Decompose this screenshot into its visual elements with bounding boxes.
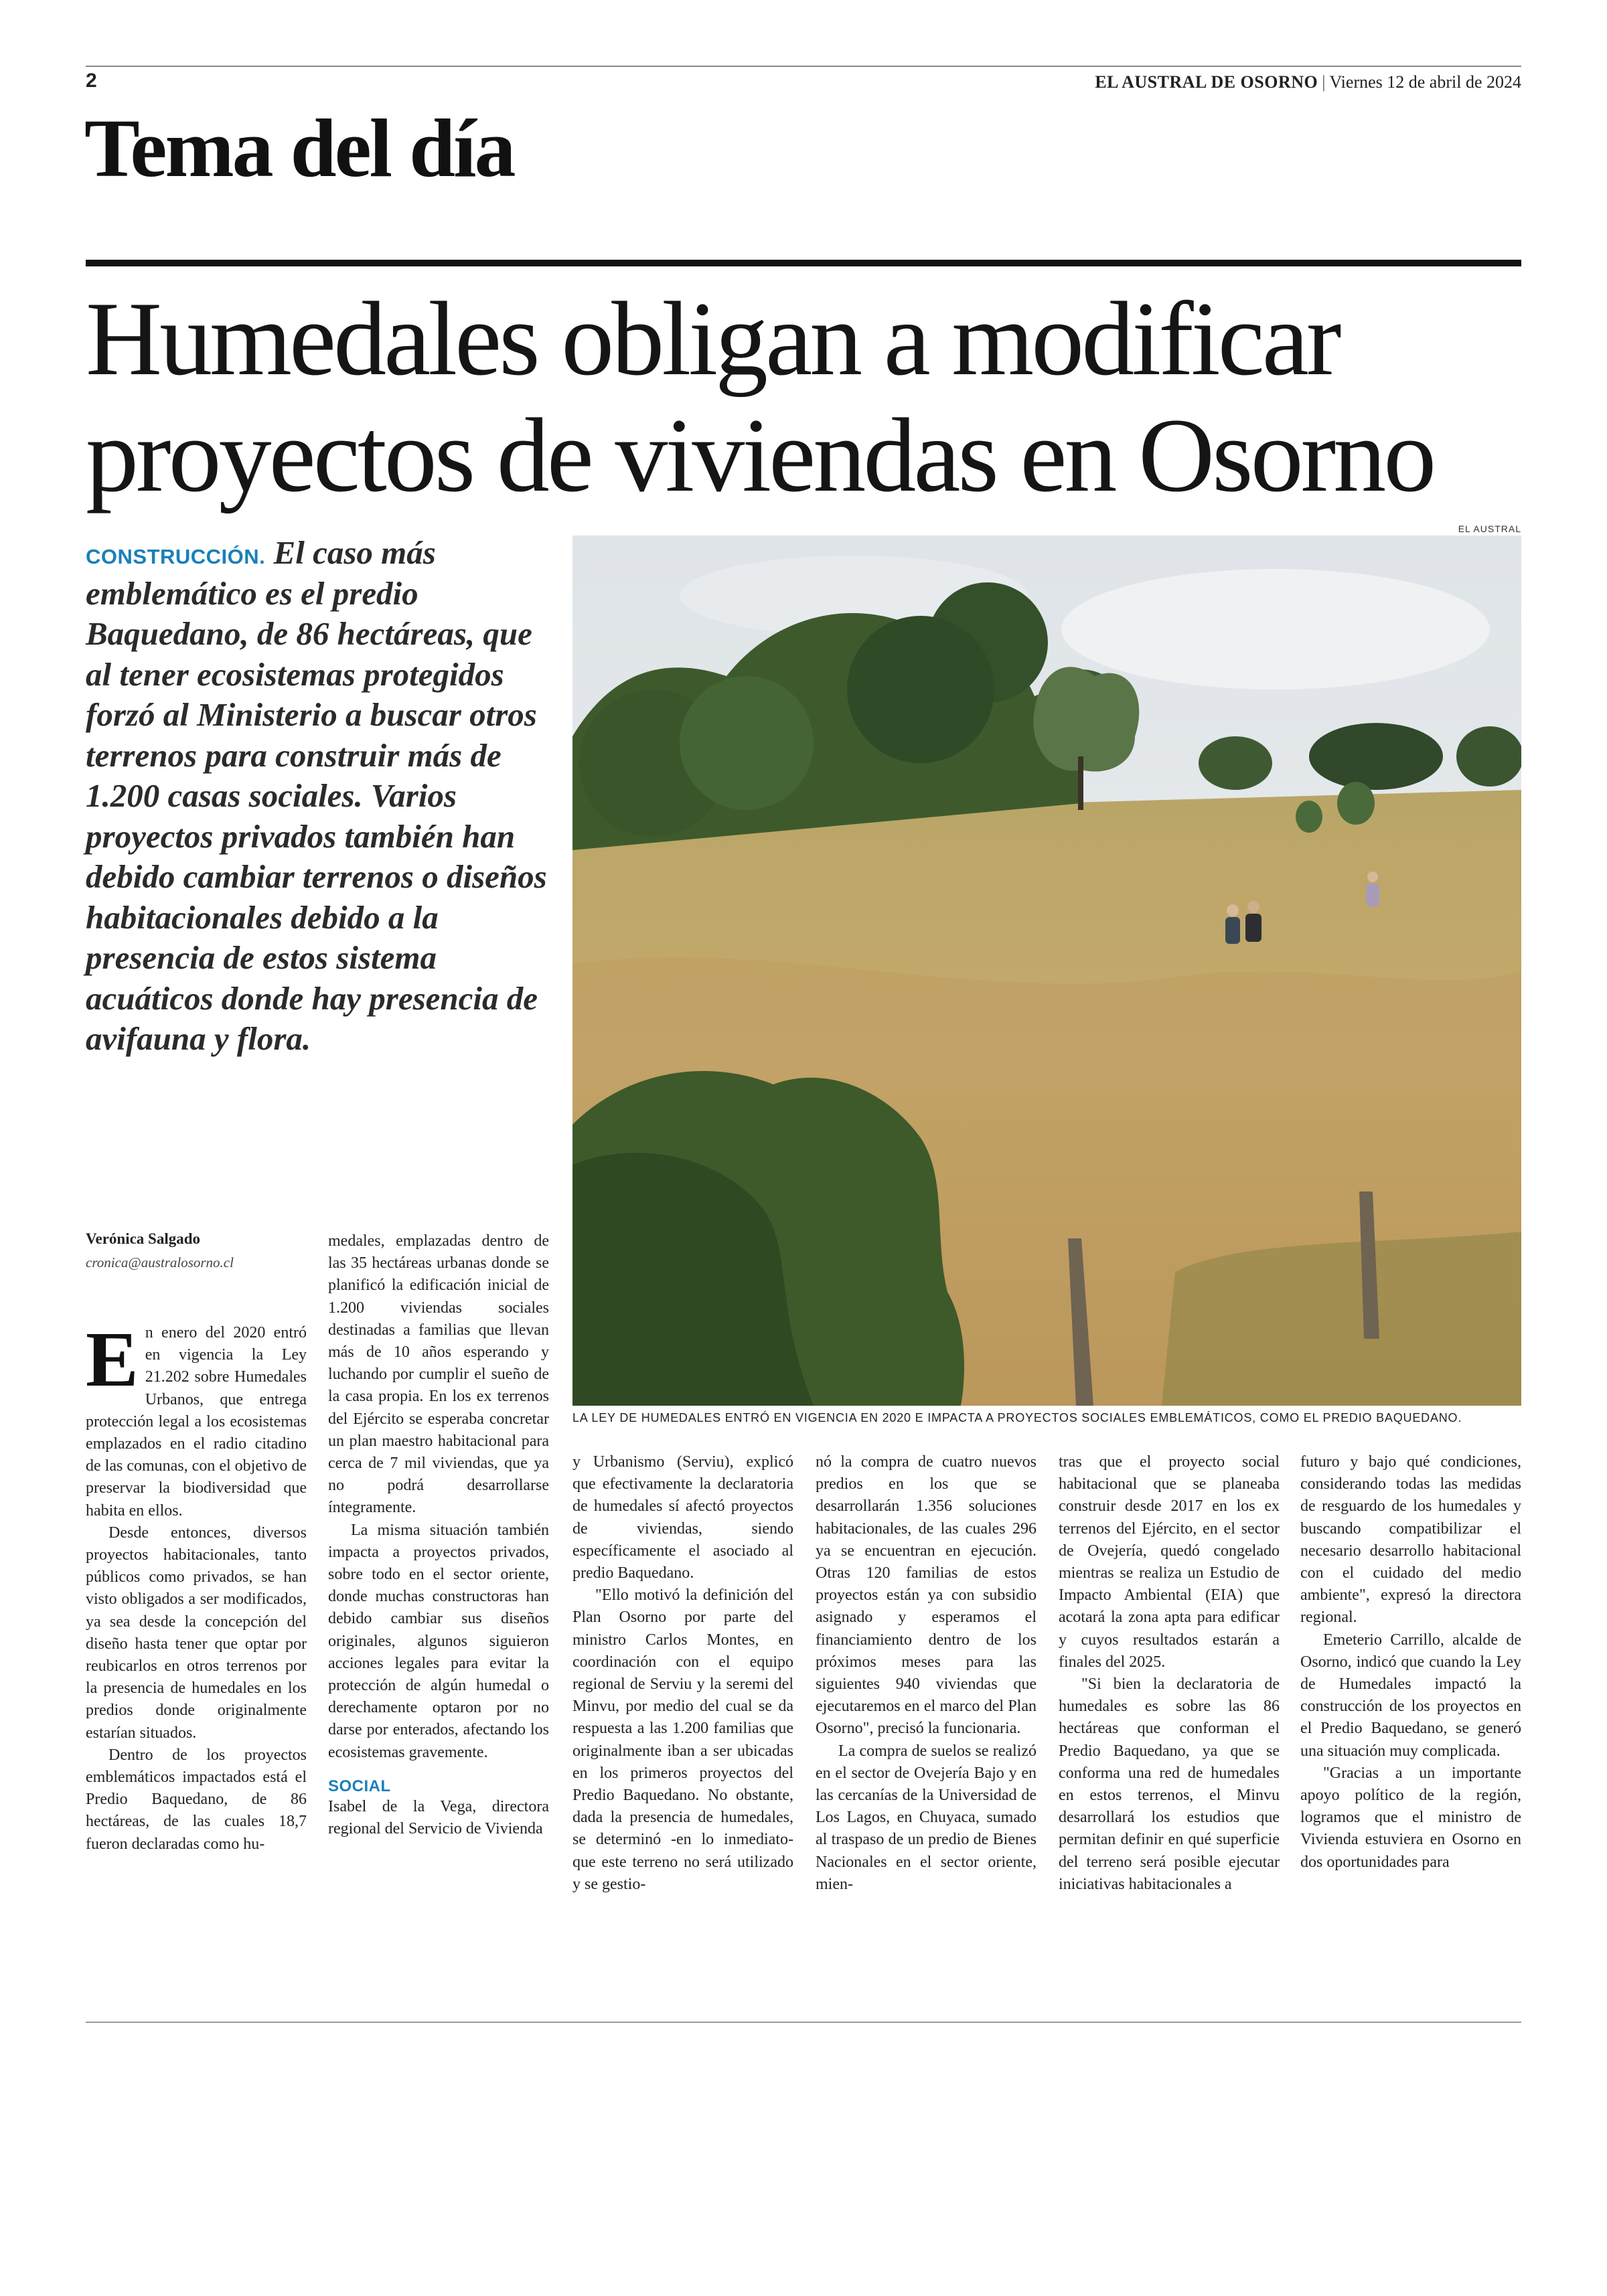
headline-line-2: proyectos de viviendas en Osorno	[86, 397, 1434, 514]
paragraph: Isabel de la Vega, directora regional del Servicio de Vivienda	[328, 1797, 549, 1838]
paragraph: y Urbanismo (Serviu), explicó que efectivamente la declaratoria de humedales sí afectó proyectos de viviendas, siendo específicamente el asociado al predio Baquedano.	[572, 1453, 793, 1582]
header-rule	[86, 66, 1521, 67]
body-column-6	[1300, 1451, 1521, 1874]
paragraph-text: n enero del 2020 entró en vigencia la Ley 21.202 sobre Humedales Urbanos, que entrega protección legal a los ecosistemas emplazados en el radio citadino de las comunas, con el objetivo de preservar la biodiversidad que habita en ellos.	[86, 1324, 307, 1520]
wetland-field-photo	[572, 536, 1521, 1406]
section-title: Tema del día	[84, 102, 514, 194]
paragraph: "Ello motivó la definición del Plan Osorno por parte del ministro Carlos Montes, en coordinación con el equipo regional de Serviu y la seremi del Minvu, por medio del cual se da respuesta a las 1.200 familias que originalmente iban a ser ubicadas en los primeros proyectos del Predio Baquedano. No obstante, dada la presencia de humedales, se determinó -en lo inmediato- que este terreno no será utilizado y se gestio-	[572, 1586, 793, 1893]
body-column-2	[328, 1230, 549, 1840]
paragraph: tras que el proyecto social habitacional que se planeaba construir desde 2017 en los ex terrenos del Ejército, en el sector de Ovejería, quedó congelado mientras se realiza un Estudio de Impacto Ambiental (EIA) que acotará la zona apta para edificar y cuyos resultados estarán a finales del 2025.	[1059, 1453, 1280, 1671]
paragraph: "Si bien la declaratoria de humedales es sobre las 86 hectáreas que conforman el Predio Baquedano, ya que se conforma una red de humedales en estos terrenos, el Minvu desarrollará los estudios que permitan definir en qué superficie del terreno será posible ejecutar iniciativas habitacionales a	[1059, 1675, 1280, 1893]
publication-date: Viernes 12 de abril de 2024	[1329, 72, 1521, 92]
lead-text: El caso más emblemático es el predio Baquedano, de 86 hectáreas, que al tener ecosistemas protegidos forzó al Ministerio a buscar otros terrenos para construir más de 1.200 casas sociales. Varios proyectos privados también han debido cambiar terrenos o diseños habitacionales debido a la presencia de estos sistema acuáticos donde hay presencia de avifauna y flora.	[86, 534, 547, 1057]
page-number: 2	[86, 70, 97, 92]
byline	[86, 1230, 313, 1271]
paragraph: Dentro de los proyectos emblemáticos impactados está el Predio Baquedano, de 86 hectáreas, de las cuales 18,7 fueron declaradas como hu-	[86, 1746, 307, 1853]
kicker: CONSTRUCCIÓN.	[86, 545, 266, 568]
paragraph: Emeterio Carrillo, alcalde de Osorno, indicó que cuando la Ley de Humedales impactó la construcción de los proyectos en el Predio Baquedano, se generó una situación muy complicada.	[1300, 1631, 1521, 1760]
lead-paragraph	[86, 533, 548, 1060]
body-column-3	[572, 1451, 793, 1896]
paragraph: medales, emplazadas dentro de las 35 hectáreas urbanas donde se planificó la edificación inicial de 1.200 viviendas sociales destinadas a familias que llevan más de 10 años esperando y luchando por cumplir el sueño de la casa propia. En los ex terrenos del Ejército se esperaba concretar un plan maestro habitacional para cerca de 7 mil viviendas, que ya no podrá desarrollarse íntegramente.	[328, 1232, 549, 1517]
publication-name: EL AUSTRAL DE OSORNO	[1095, 72, 1318, 92]
paragraph: Desde entonces, diversos proyectos habitacionales, tanto públicos como privados, se han visto obligados a ser modificados, ya sea desde la concepción del diseño hasta tener que optar por reubicarlos en otros terrenos por la presencia de humedales en los predios donde originalmente estarían situados.	[86, 1524, 307, 1742]
header-separator: |	[1322, 72, 1326, 92]
article-photo	[572, 536, 1521, 1406]
drop-cap: E	[86, 1315, 139, 1403]
paragraph: La compra de suelos se realizó en el sector de Ovejería Bajo y en las cercanías de la Universidad de Los Lagos, en Chuyaca, sumado al traspaso de un predio de Bienes Nacionales en el sector oriente, mien-	[816, 1742, 1037, 1893]
headline	[86, 281, 1521, 514]
publication-info	[1095, 72, 1521, 92]
footer-rule	[86, 2022, 1521, 2023]
author-email: cronica@australosorno.cl	[86, 1254, 234, 1270]
photo-caption: LA LEY DE HUMEDALES ENTRÓ EN VIGENCIA EN 2020 E IMPACTA A PROYECTOS SOCIALES EMBLEMÁTICOS, COMO EL PREDIO BAQUEDANO.	[572, 1411, 1462, 1424]
body-column-4	[816, 1451, 1037, 1896]
paragraph: La misma situación también impacta a proyectos privados, sobre todo en el sector oriente, donde muchas constructoras han debido cambiar sus diseños originales, algunos siguieron acciones legales para evitar la protección de algún humedal o derechamente optaron por no darse por enterados, afectando los ecosistemas gravemente.	[328, 1521, 549, 1761]
author-name: Verónica Salgado	[86, 1230, 201, 1247]
photo-credit: EL AUSTRAL	[1458, 523, 1521, 534]
body-column-5	[1059, 1451, 1280, 1896]
body-column-1	[86, 1315, 307, 1856]
paragraph: nó la compra de cuatro nuevos predios en los que se desarrollarán 1.356 soluciones habitacionales, de las cuales 296 ya se encuentran en ejecución. Otras 120 familias de estos proyectos están ya con subsidio asignado y esperamos el financiamiento dentro de los próximos meses para las siguientes 940 viviendas que ejecutaremos en el marco del Plan Osorno", precisó la funcionaria.	[816, 1453, 1037, 1738]
paragraph	[86, 1315, 307, 1522]
paragraph: "Gracias a un importante apoyo político de la región, logramos que el ministro de Vivienda estuviera en Osorno en dos oportunidades para	[1300, 1764, 1521, 1871]
headline-line-1: Humedales obligan a modificar	[86, 280, 1339, 398]
section-rule	[86, 260, 1521, 266]
paragraph: futuro y bajo qué condiciones, considerando todas las medidas de resguardo de los humedales y buscando compatibilizar el necesario desarrollo habitacional con el cuidado del medio ambiente", expresó la directora regional.	[1300, 1453, 1521, 1627]
subhead-social: SOCIAL	[328, 1777, 391, 1795]
